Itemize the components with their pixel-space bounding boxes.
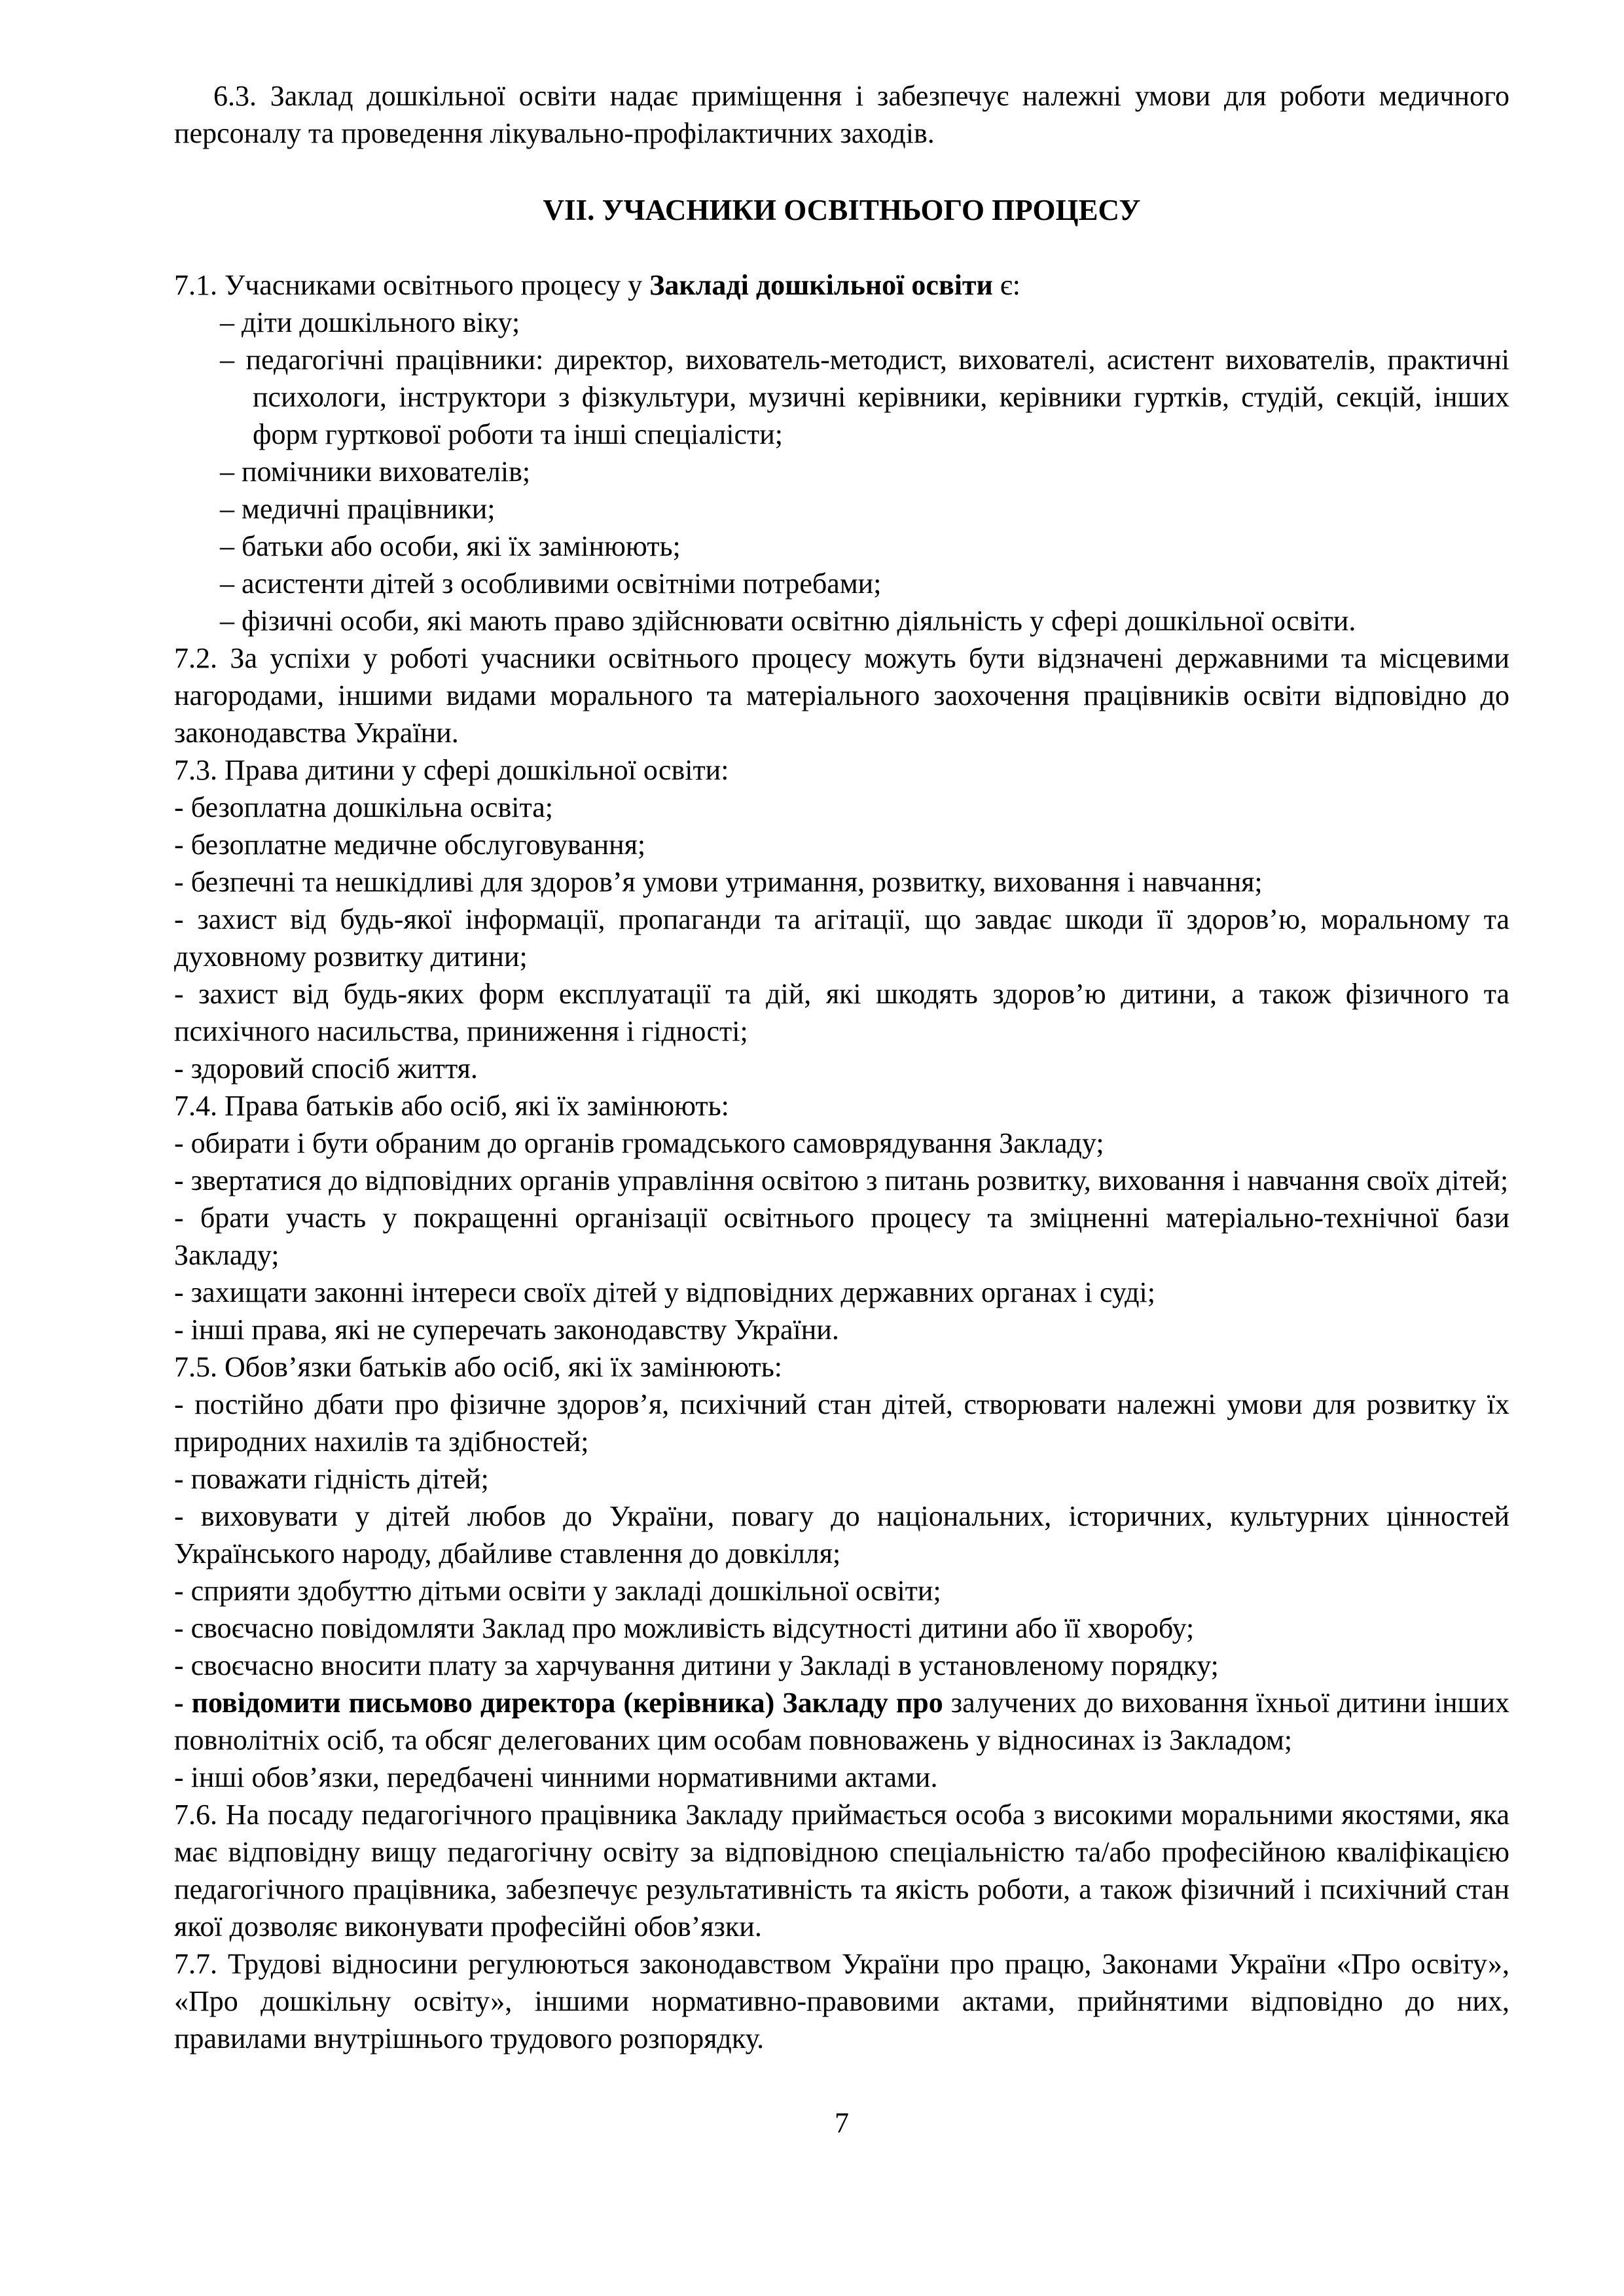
bold-run: - повідомити письмово директора (керівника) Закладу про bbox=[174, 1687, 943, 1719]
list-item-hyphen: - брати участь у покращенні організації освітнього процесу та зміцненні матеріально-технічної бази Закладу; bbox=[174, 1202, 1509, 1271]
list-item-dash: – асистенти дітей з особливими освітніми потребами; bbox=[220, 567, 882, 600]
list-item-hyphen: - безпечні та нешкідливі для здоров’я умови утримання, розвитку, виховання і навчання; bbox=[174, 866, 1263, 898]
section-heading-vii: VII. УЧАСНИКИ ОСВІТНЬОГО ПРОЦЕСУ bbox=[543, 194, 1141, 226]
list-item-hyphen-bold bbox=[174, 1684, 1509, 1759]
list-item-hyphen: - захищати законні інтереси своїх дітей у відповідних державних органах і суді; bbox=[174, 1276, 1155, 1308]
list-item-dash: – медичні працівники; bbox=[220, 493, 496, 525]
paragraph-7-5: 7.5. Обов’язки батьків або осіб, які їх замінюють: bbox=[174, 1351, 783, 1383]
text-run: залучених до виховання їхньої дитини інших повнолітніх осіб, та обсяг делегованих цим особам повноважень у відносинах із Закладом; bbox=[174, 1687, 1509, 1756]
list-item-hyphen: - обирати і бути обраним до органів громадського самоврядування Закладу; bbox=[174, 1127, 1104, 1159]
list-item-dash: – помічники вихователів; bbox=[220, 456, 531, 488]
paragraph-7-1 bbox=[174, 266, 1509, 304]
text-run: 7.1. Учасниками освітнього процесу у bbox=[174, 269, 650, 301]
list-item-hyphen: - безоплатна дошкільна освіта; bbox=[174, 791, 553, 823]
list-item-dash: – діти дошкільного віку; bbox=[220, 306, 520, 338]
list-item-hyphen: - виховувати у дітей любов до України, повагу до національних, історичних, культурних цінностей Українського народу, дбайливе ставлення до довкілля; bbox=[174, 1500, 1509, 1570]
list-item-hyphen: - захист від будь-яких форм експлуатації та дій, які шкодять здоров’ю дитини, а також фізичного та психічного насильства, приниження і гідності; bbox=[174, 978, 1509, 1047]
paragraph-7-2: 7.2. За успіхи у роботі учасники освітнього процесу можуть бути відзначені державними та місцевими нагородами, іншими видами морального та матеріального заохочення працівників освіти відповідно до законодавства України. bbox=[174, 642, 1509, 749]
paragraph-6-3: 6.3. Заклад дошкільної освіти надає приміщення і забезпечує належні умови для роботи медичного персоналу та проведення лікувально-профілактичних заходів. bbox=[174, 80, 1509, 149]
paragraph-7-6: 7.6. На посаду педагогічного працівника Закладу приймається особа з високими моральними якостями, яка має відповідну вищу педагогічну освіту за відповідною спеціальністю та/або професійною кваліфікацією педагогічного працівника, забезпечує результативність та якість роботи, а також фізичний і психічний стан якої дозволяє виконувати професійні обов’язки. bbox=[174, 1799, 1509, 1943]
list-item-hyphen: - безоплатне медичне обслуговування; bbox=[174, 829, 646, 861]
list-item-hyphen: - інші обов’язки, передбачені чинними нормативними актами. bbox=[174, 1761, 938, 1793]
list-item-hyphen: - своєчасно повідомляти Заклад про можливість відсутності дитини або її хворобу; bbox=[174, 1612, 1195, 1644]
list-item-hyphen: - поважати гідність дітей; bbox=[174, 1463, 489, 1495]
list-item-hyphen: - своєчасно вносити плату за харчування дитини у Закладі в установленому порядку; bbox=[174, 1649, 1219, 1681]
bold-run: Закладі дошкільної освіти bbox=[649, 269, 993, 301]
paragraph-7-7: 7.7. Трудові відносини регулюються законодавством України про працю, Законами України «Про освіту», «Про дошкільну освіту», іншими нормативно-правовими актами, прийнятими відповідно до них, правилами внутрішнього трудового розпорядку. bbox=[174, 1948, 1509, 2054]
list-item-hyphen: - здоровий спосіб життя. bbox=[174, 1052, 478, 1085]
text-run: є: bbox=[992, 269, 1020, 301]
list-item-dash: – фізичні особи, які мають право здійснювати освітню діяльність у сфері дошкільної освіти. bbox=[220, 605, 1356, 637]
list-item-hyphen: - звертатися до відповідних органів управління освітою з питань розвитку, виховання і навчання своїх дітей; bbox=[174, 1164, 1509, 1196]
paragraph-7-3: 7.3. Права дитини у сфері дошкільної освіти: bbox=[174, 754, 729, 786]
list-item-hyphen: - захист від будь-якої інформації, пропаганди та агітації, що завдає шкоди її здоров’ю, моральному та духовному розвитку дитини; bbox=[174, 903, 1509, 973]
paragraph-7-4: 7.4. Права батьків або осіб, які їх замінюють: bbox=[174, 1090, 729, 1122]
list-item-hyphen: - постійно дбати про фізичне здоров’я, психічний стан дітей, створювати належні умови для розвитку їх природних нахилів та здібностей; bbox=[174, 1388, 1509, 1458]
list-item-dash: – педагогічні працівники: директор, вихователь-методист, вихователі, асистент вихователів, практичні психологи, інструктори з фізкультури, музичні керівники, керівники гуртків, студій, секцій, інших форм гурткової роботи та інші спеціалісти; bbox=[220, 344, 1509, 450]
list-item-hyphen: - інші права, які не суперечать законодавству України. bbox=[174, 1314, 839, 1346]
list-item-dash: – батьки або особи, які їх замінюють; bbox=[220, 530, 681, 562]
page-number: 7 bbox=[835, 2107, 849, 2139]
list-item-hyphen: - сприяти здобуттю дітьми освіти у закладі дошкільної освіти; bbox=[174, 1575, 941, 1607]
